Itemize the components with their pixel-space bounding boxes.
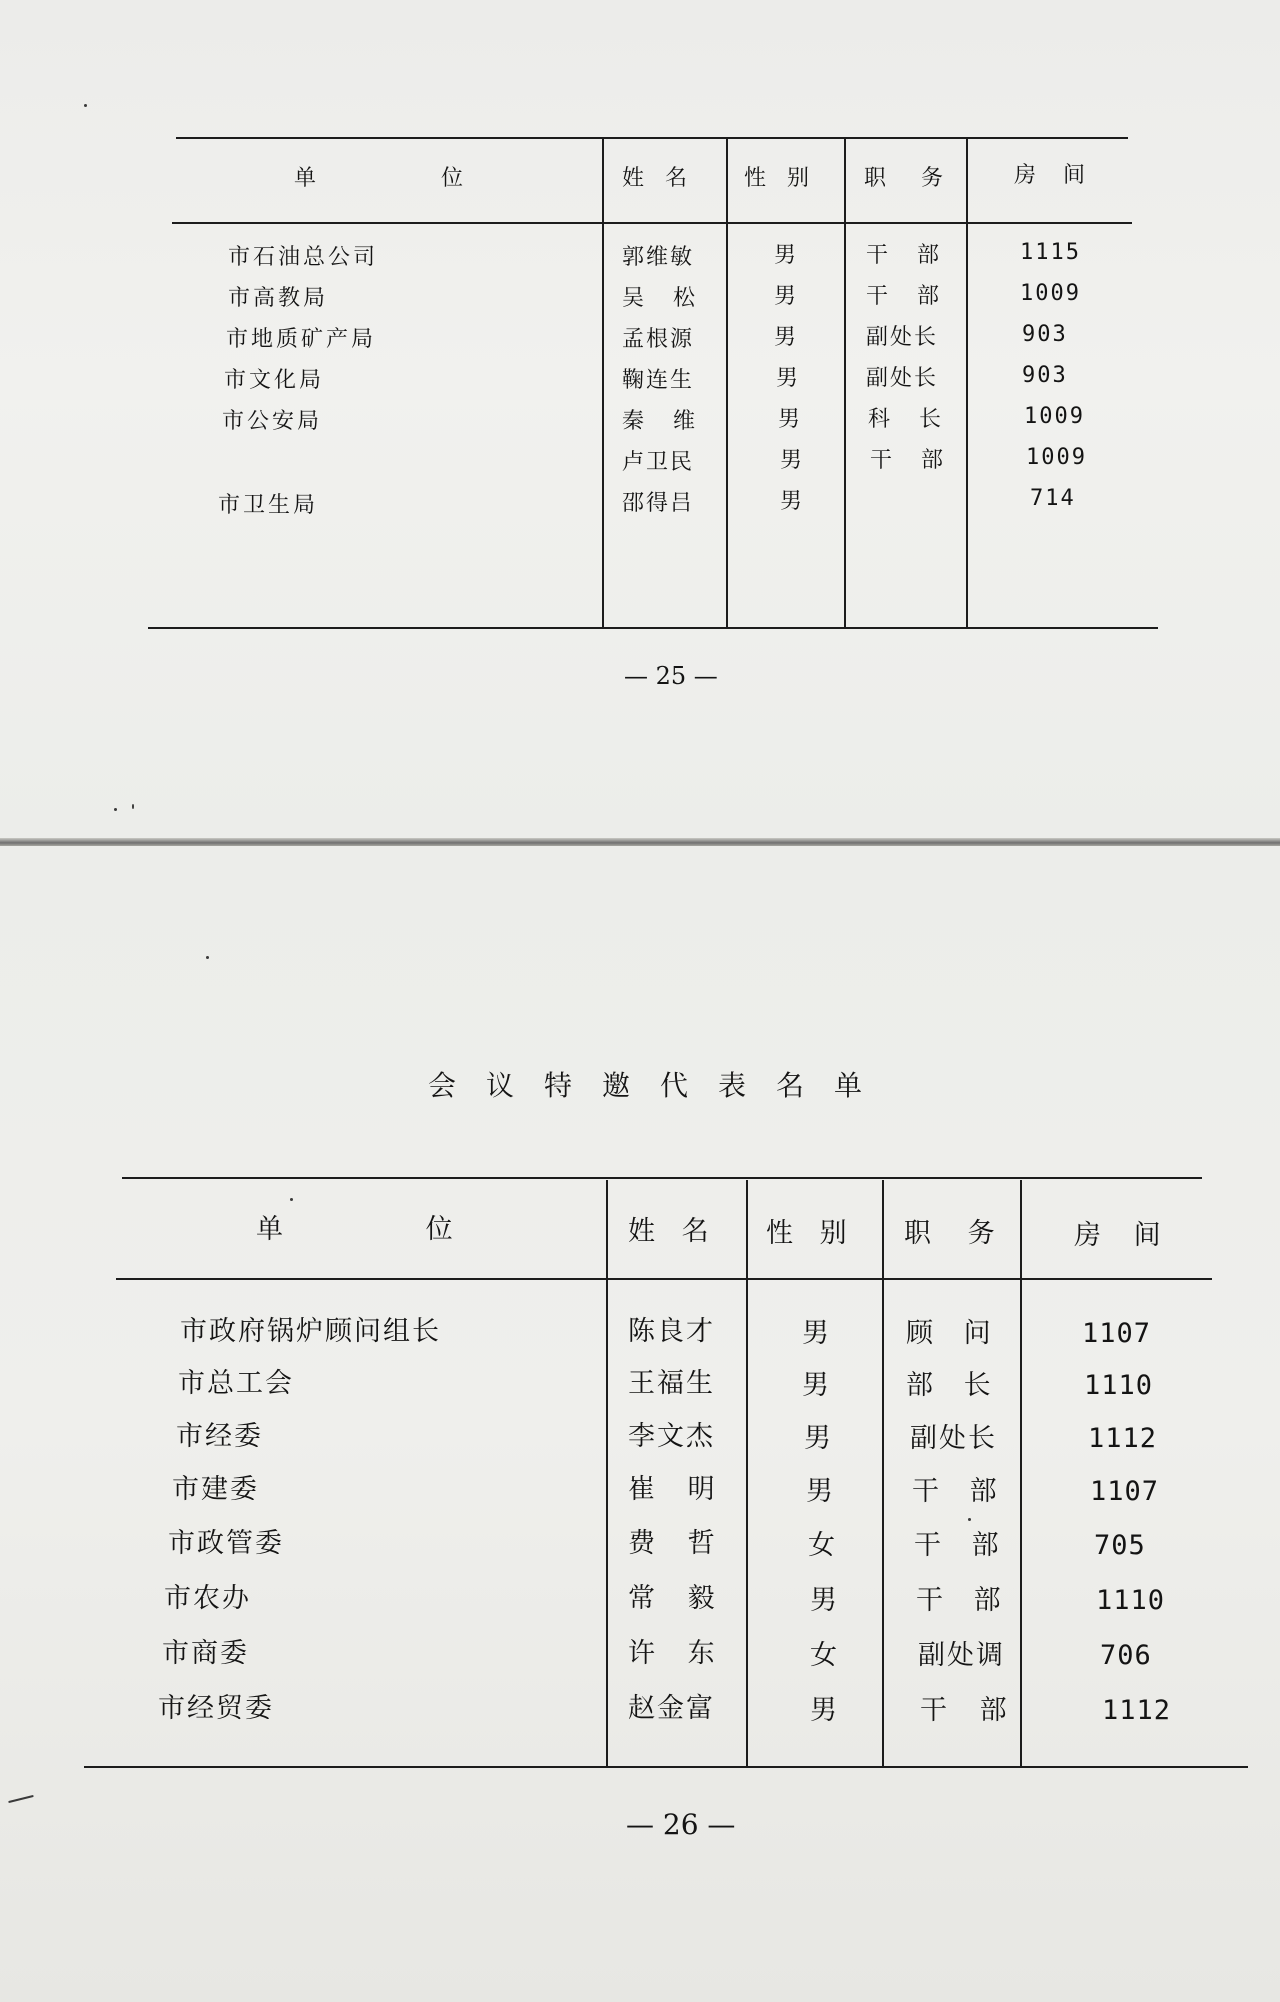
bottom-table-bottom-rule (84, 1766, 1248, 1768)
top-row7-sex: 男 (780, 489, 803, 514)
bottom-row2-name: 王福生 (628, 1368, 715, 1399)
top-col-divider-3 (844, 139, 846, 627)
top-row7-room: 714 (1030, 486, 1076, 511)
bottom-row5-name: 费 哲 (628, 1528, 715, 1559)
bottom-header-room: 房 间 (1074, 1220, 1161, 1251)
bottom-row2-sex: 男 (802, 1370, 829, 1401)
bottom-row7-unit: 市商委 (162, 1638, 249, 1669)
bottom-header-unit: 单 位 (256, 1214, 453, 1245)
paper-speck (968, 1518, 971, 1521)
top-row1-room: 1115 (1020, 240, 1081, 265)
paper-speck (114, 808, 117, 811)
top-table-header-rule (172, 222, 1132, 224)
paper-speck (206, 956, 209, 959)
top-row3-post: 副处长 (866, 325, 939, 350)
top-row2-unit: 市高教局 (228, 286, 329, 311)
bottom-row4-sex: 男 (806, 1476, 833, 1507)
top-row2-sex: 男 (774, 284, 797, 309)
bottom-row8-name: 赵金富 (628, 1693, 715, 1724)
top-row4-post: 副处长 (866, 366, 939, 391)
top-col-divider-1 (602, 139, 604, 627)
top-header-post: 职 务 (864, 166, 943, 191)
top-row4-name: 鞠连生 (622, 368, 695, 393)
top-col-divider-2 (726, 139, 728, 627)
top-row4-sex: 男 (776, 366, 799, 391)
bottom-row6-room: 1110 (1096, 1585, 1166, 1616)
top-row5-room: 1009 (1024, 404, 1085, 429)
top-row6-room: 1009 (1026, 445, 1087, 470)
top-row2-post: 干 部 (866, 284, 939, 309)
top-col-divider-4 (966, 139, 968, 627)
bottom-row3-sex: 男 (804, 1423, 831, 1454)
page-number-25: — 25 — (624, 662, 718, 690)
paper-speck (290, 1198, 293, 1201)
bottom-row2-post: 部 长 (906, 1370, 991, 1401)
top-row6-sex: 男 (780, 448, 803, 473)
bottom-row5-post: 干 部 (914, 1530, 999, 1561)
bottom-row4-room: 1107 (1090, 1476, 1160, 1507)
bottom-row4-post: 干 部 (912, 1476, 997, 1507)
top-row5-post: 科 长 (868, 407, 941, 432)
top-header-sex: 性 别 (744, 166, 809, 191)
top-row6-name: 卢卫民 (622, 450, 695, 475)
top-table-bottom-rule (148, 627, 1158, 629)
bottom-row5-sex: 女 (808, 1530, 835, 1561)
bottom-row2-room: 1110 (1084, 1370, 1154, 1401)
bottom-row8-unit: 市经贸委 (158, 1693, 274, 1724)
bottom-row6-unit: 市农办 (164, 1583, 251, 1614)
bottom-row2-unit: 市总工会 (178, 1368, 294, 1399)
bottom-row3-post: 副处长 (910, 1423, 997, 1454)
bottom-row3-room: 1112 (1088, 1423, 1158, 1454)
top-row6-post: 干 部 (870, 448, 943, 473)
top-header-room: 房 间 (1014, 163, 1085, 188)
bottom-row3-unit: 市经委 (176, 1421, 263, 1452)
top-row3-unit: 市地质矿产局 (226, 327, 377, 352)
bottom-header-sex: 性 别 (766, 1218, 847, 1249)
bottom-col-divider-1 (606, 1180, 608, 1766)
bottom-header-name: 姓 名 (628, 1216, 709, 1247)
top-row3-sex: 男 (774, 325, 797, 350)
bottom-row1-post: 顾 问 (906, 1318, 991, 1349)
bottom-row1-unit: 市政府锅炉顾问组长 (180, 1316, 441, 1347)
top-row5-name: 秦 维 (622, 409, 695, 434)
top-row1-post: 干 部 (866, 243, 939, 268)
paper-speck (84, 104, 87, 107)
top-row4-room: 903 (1022, 363, 1068, 388)
top-row3-room: 903 (1022, 322, 1068, 347)
bottom-row8-sex: 男 (810, 1695, 837, 1726)
top-row7-name: 邵得吕 (622, 491, 695, 516)
top-row5-sex: 男 (778, 407, 801, 432)
top-table-top-rule (176, 137, 1128, 139)
bottom-row6-post: 干 部 (916, 1585, 1001, 1616)
bottom-table-top-rule (122, 1177, 1202, 1179)
bottom-row8-room: 1112 (1102, 1695, 1172, 1726)
bottom-row8-post: 干 部 (920, 1695, 1007, 1726)
bottom-table-header-rule (116, 1278, 1212, 1280)
bottom-col-divider-4 (1020, 1180, 1022, 1766)
bottom-row6-name: 常 毅 (628, 1583, 715, 1614)
bottom-row1-room: 1107 (1082, 1318, 1152, 1349)
bottom-row7-post: 副处调 (918, 1640, 1005, 1671)
top-header-unit: 单 位 (294, 166, 463, 191)
top-row1-sex: 男 (774, 243, 797, 268)
bottom-row4-unit: 市建委 (172, 1474, 259, 1505)
bottom-row1-name: 陈良才 (628, 1316, 715, 1347)
page-number-26: — 26 — (626, 1808, 736, 1841)
top-row4-unit: 市文化局 (224, 368, 325, 393)
bottom-row5-room: 705 (1094, 1530, 1146, 1561)
top-row7-unit: 市卫生局 (218, 493, 319, 518)
top-header-name: 姓 名 (622, 166, 687, 191)
bottom-col-divider-3 (882, 1180, 884, 1766)
top-row1-name: 郭维敏 (622, 245, 695, 270)
top-row2-room: 1009 (1020, 281, 1081, 306)
top-row1-unit: 市石油总公司 (228, 245, 379, 270)
bottom-row1-sex: 男 (802, 1318, 829, 1349)
bottom-row5-unit: 市政管委 (168, 1528, 284, 1559)
top-row5-unit: 市公安局 (222, 409, 323, 434)
top-row3-name: 孟根源 (622, 327, 695, 352)
bottom-row7-name: 许 东 (628, 1638, 715, 1669)
bottom-row6-sex: 男 (810, 1585, 837, 1616)
bottom-row3-name: 李文杰 (628, 1421, 715, 1452)
bottom-header-post: 职 务 (904, 1218, 995, 1249)
paper-speck (132, 804, 134, 809)
bottom-row4-name: 崔 明 (628, 1474, 715, 1505)
bottom-row7-sex: 女 (810, 1640, 837, 1671)
bottom-col-divider-2 (746, 1180, 748, 1766)
top-row2-name: 吴 松 (622, 286, 695, 311)
bottom-row7-room: 706 (1100, 1640, 1152, 1671)
page-25-sheet (0, 0, 1280, 842)
section-title: 会议特邀代表名单 (428, 1069, 893, 1102)
